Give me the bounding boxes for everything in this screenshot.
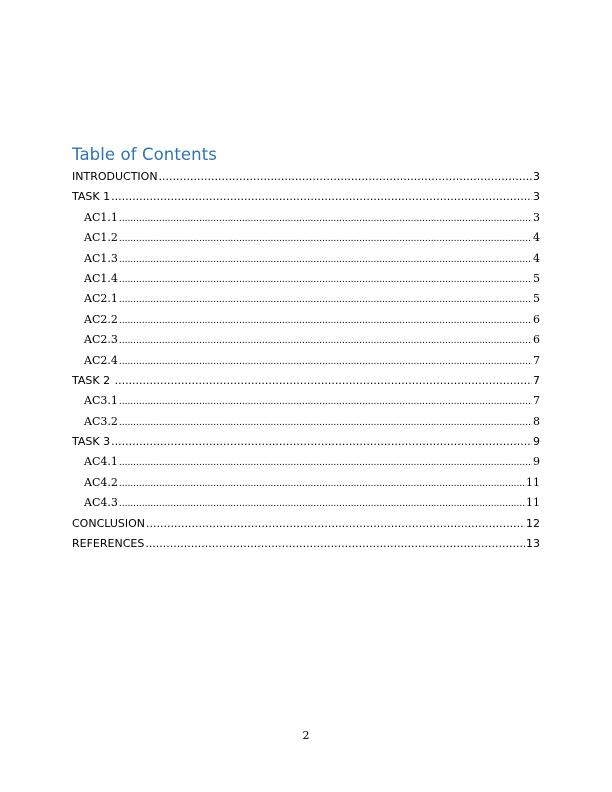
toc-entry-label: AC2.3: [84, 333, 118, 347]
toc-dot-leader: [119, 415, 532, 428]
toc-entry-page: 8: [533, 414, 540, 428]
toc-entry[interactable]: [72, 374, 540, 394]
toc-subentry[interactable]: [72, 394, 540, 414]
toc-subentry[interactable]: [72, 272, 540, 292]
toc-dot-leader: [119, 292, 532, 305]
toc-entry[interactable]: [72, 435, 540, 455]
toc-entry-label: AC2.2: [84, 312, 118, 326]
toc-dot-leader: [119, 333, 532, 346]
toc-subentry[interactable]: [72, 415, 540, 435]
toc-entry-page: 3: [533, 190, 540, 204]
toc-entry-page: 9: [533, 435, 540, 449]
toc-dot-leader: [146, 517, 525, 530]
toc-dot-leader: [119, 394, 532, 407]
toc-dot-leader: [111, 435, 532, 448]
toc-entry-label: AC1.2: [84, 231, 118, 245]
toc-subentry[interactable]: [72, 354, 540, 374]
toc-entry-page: 3: [533, 210, 540, 224]
toc-entry-label: AC2.4: [84, 353, 118, 367]
toc-entry-page: 4: [533, 231, 540, 245]
toc-entry-page: 11: [526, 475, 540, 489]
toc-dot-leader: [159, 170, 532, 183]
toc-entry-page: 7: [533, 394, 540, 408]
toc-dot-leader: [115, 374, 532, 387]
toc-dot-leader: [111, 190, 532, 203]
toc-entry-page: 5: [533, 292, 540, 306]
toc-entry-label: TASK 3: [72, 435, 111, 449]
toc-entry-page: 12: [526, 516, 540, 530]
toc-subentry[interactable]: [72, 455, 540, 475]
toc-entry[interactable]: [72, 537, 540, 557]
toc-entry-label: AC4.2: [84, 475, 118, 489]
toc-entry-page: 3: [533, 170, 540, 183]
toc-entry-label: AC4.3: [84, 496, 118, 510]
toc-subentry[interactable]: [72, 292, 540, 312]
toc-entry-label: AC1.1: [84, 210, 118, 224]
toc-entry-page: 5: [533, 271, 540, 285]
toc-subentry[interactable]: [72, 211, 540, 231]
toc-entry-label: CONCLUSION: [72, 516, 145, 530]
toc-dot-leader: [119, 354, 532, 367]
toc-entry[interactable]: [72, 190, 540, 210]
toc-subentry[interactable]: [72, 231, 540, 251]
toc-subentry[interactable]: [72, 252, 540, 272]
toc-entry-label: TASK 1: [72, 190, 111, 204]
toc-dot-leader: [119, 476, 525, 489]
toc-dot-leader: [145, 537, 525, 550]
toc-title: Table of Contents: [72, 145, 217, 164]
toc-dot-leader: [119, 496, 525, 509]
toc-dot-leader: [119, 313, 532, 326]
toc-entry-label: AC4.1: [84, 455, 118, 469]
toc-dot-leader: [119, 211, 532, 224]
toc-entry-label: REFERENCES: [72, 537, 145, 551]
toc-entry[interactable]: [72, 517, 540, 537]
toc-dot-leader: [119, 231, 532, 244]
toc-subentry[interactable]: [72, 476, 540, 496]
toc-entry-label: AC1.3: [84, 251, 118, 265]
toc-list: [72, 170, 540, 557]
toc-subentry[interactable]: [72, 333, 540, 353]
toc-subentry[interactable]: [72, 313, 540, 333]
toc-entry-page: 9: [533, 455, 540, 469]
toc-entry-page: 7: [533, 353, 540, 367]
toc-subentry[interactable]: [72, 496, 540, 516]
toc-dot-leader: [119, 455, 532, 468]
toc-dot-leader: [119, 252, 532, 265]
toc-entry-page: 13: [526, 537, 540, 551]
toc-entry-label: AC1.4: [84, 271, 118, 285]
page-number: 2: [302, 729, 310, 742]
toc-entry-page: 6: [533, 333, 540, 347]
toc-entry-label: AC2.1: [84, 292, 118, 306]
toc-dot-leader: [119, 272, 532, 285]
toc-entry-label: AC3.2: [84, 414, 118, 428]
toc-entry[interactable]: [72, 170, 540, 190]
toc-entry-page: 7: [533, 373, 540, 387]
toc-entry-label: AC3.1: [84, 394, 118, 408]
toc-entry-page: 4: [533, 251, 540, 265]
toc-entry-label: INTRODUCTION: [72, 170, 158, 183]
toc-entry-label: TASK 2: [72, 373, 114, 387]
toc-entry-page: 11: [526, 496, 540, 510]
toc-entry-page: 6: [533, 312, 540, 326]
